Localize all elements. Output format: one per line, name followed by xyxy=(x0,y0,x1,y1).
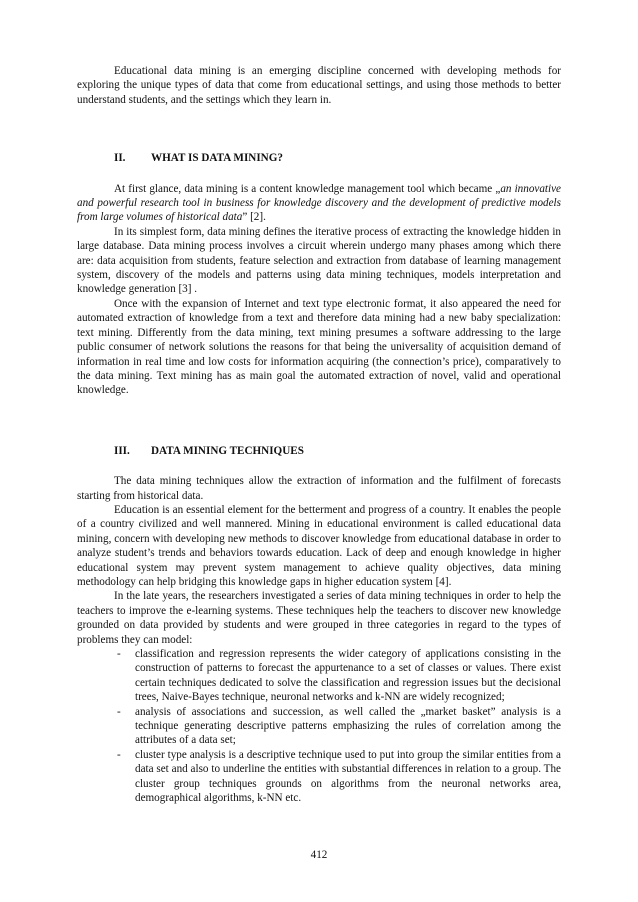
section-heading-data-mining-techniques xyxy=(77,444,561,458)
page-body xyxy=(77,64,561,805)
intro-paragraph: Educational data mining is an emerging discipline concerned with developing methods for exploring the unique types of data that come from educational settings, and using those methods to better understand students, and the settings which they learn in. xyxy=(77,65,561,106)
quoted-definition: an innovative and powerful research tool in business for knowledge discovery and the development of predictive models from large volumes of historical data xyxy=(77,182,561,224)
list-dash: - xyxy=(117,748,121,761)
page-number: 412 xyxy=(310,849,328,861)
paragraph-process: In its simplest form, data mining defines the iterative process of extracting the knowledge hidden in large database. Data mining process involves a circuit wherein undergo many phases among which there are: data acquisition from students, feature selection and extraction from database of learning management system, discovery of the models and patterns using data mining techniques, models interpretation and knowledge generation [3] . xyxy=(77,225,561,296)
technique-categories-list xyxy=(77,647,561,805)
list-item: - classification and regression represents the wider category of applications consisting in the construction of patterns to forecast the appurtenance to a set of classes or values. There exist certain techniques dedicated to solve the classification and regression issues but the decisional trees, Naive-Bayes technique, neuronal networks and k-NN are widely recognized; xyxy=(117,648,561,704)
section-heading-what-is-data-mining xyxy=(77,151,561,165)
list-dash: - xyxy=(117,648,121,660)
paragraph-text-mining: Once with the expansion of Internet and text type electronic format, it also appeared the need for automated extraction of knowledge from a text and therefore data mining had a new baby specialization: text mining. Differently from the data mining, text mining presumes a software addressing to the large public consumer of network solutions the reasons for that being the universality of acquisition demand of information in real time and low costs for information acquiring (the connection’s price), comparatively to the data mining. Text mining has as main goal the automated extraction of novel, valid and operational knowledge. xyxy=(77,297,561,397)
paragraph-definition: At first glance, data mining is a content knowledge management tool which became „an innovative and powerful research tool in business for knowledge discovery and the development of predictive models from large volumes of historical data” [2]. xyxy=(77,182,561,224)
section-title: WHAT IS DATA MINING? xyxy=(151,152,283,165)
list-item: - cluster type analysis is a descriptive technique used to put into group the similar entities from a data set and also to underline the entities with substantial differences in relation to a group. The cluster group techniques grounds on algorithms from the neuronal networks area, demographical algorithms, k-NN etc. xyxy=(117,748,561,805)
section-title: DATA MINING TECHNIQUES xyxy=(151,444,304,457)
paragraph-categories: In the late years, the researchers investigated a series of data mining techniques in order to help the teachers to improve the e-learning systems. These techniques help the teachers to discover new knowledge grounded on data provided by students and were grouped in three categories in regard to the types of problems they can model: xyxy=(77,590,561,646)
paragraph-techniques-intro: The data mining techniques allow the extraction of information and the fulfilment of forecasts starting from historical data. xyxy=(77,475,561,502)
list-item: - analysis of associations and succession, as well called the „market basket” analysis is a technique generating descriptive patterns emphasizing the rules of correlation among the attributes of a data set; xyxy=(117,705,561,747)
list-dash: - xyxy=(117,705,121,718)
section-number: II. xyxy=(114,152,126,165)
section-number: III. xyxy=(114,444,130,457)
paragraph-education: Education is an essential element for the betterment and progress of a country. It enables the people of a country civilized and well mannered. Mining in educational environment is called educational data mining, concern with developing new methods to discover knowledge from educational database in order to analyze student’s trends and behaviors towards education. Lack of deep and enough knowledge in higher educational system may prevent system management to achieve quality objectives, data mining methodology can help bridging this knowledge gaps in higher education system [4]. xyxy=(77,503,561,588)
